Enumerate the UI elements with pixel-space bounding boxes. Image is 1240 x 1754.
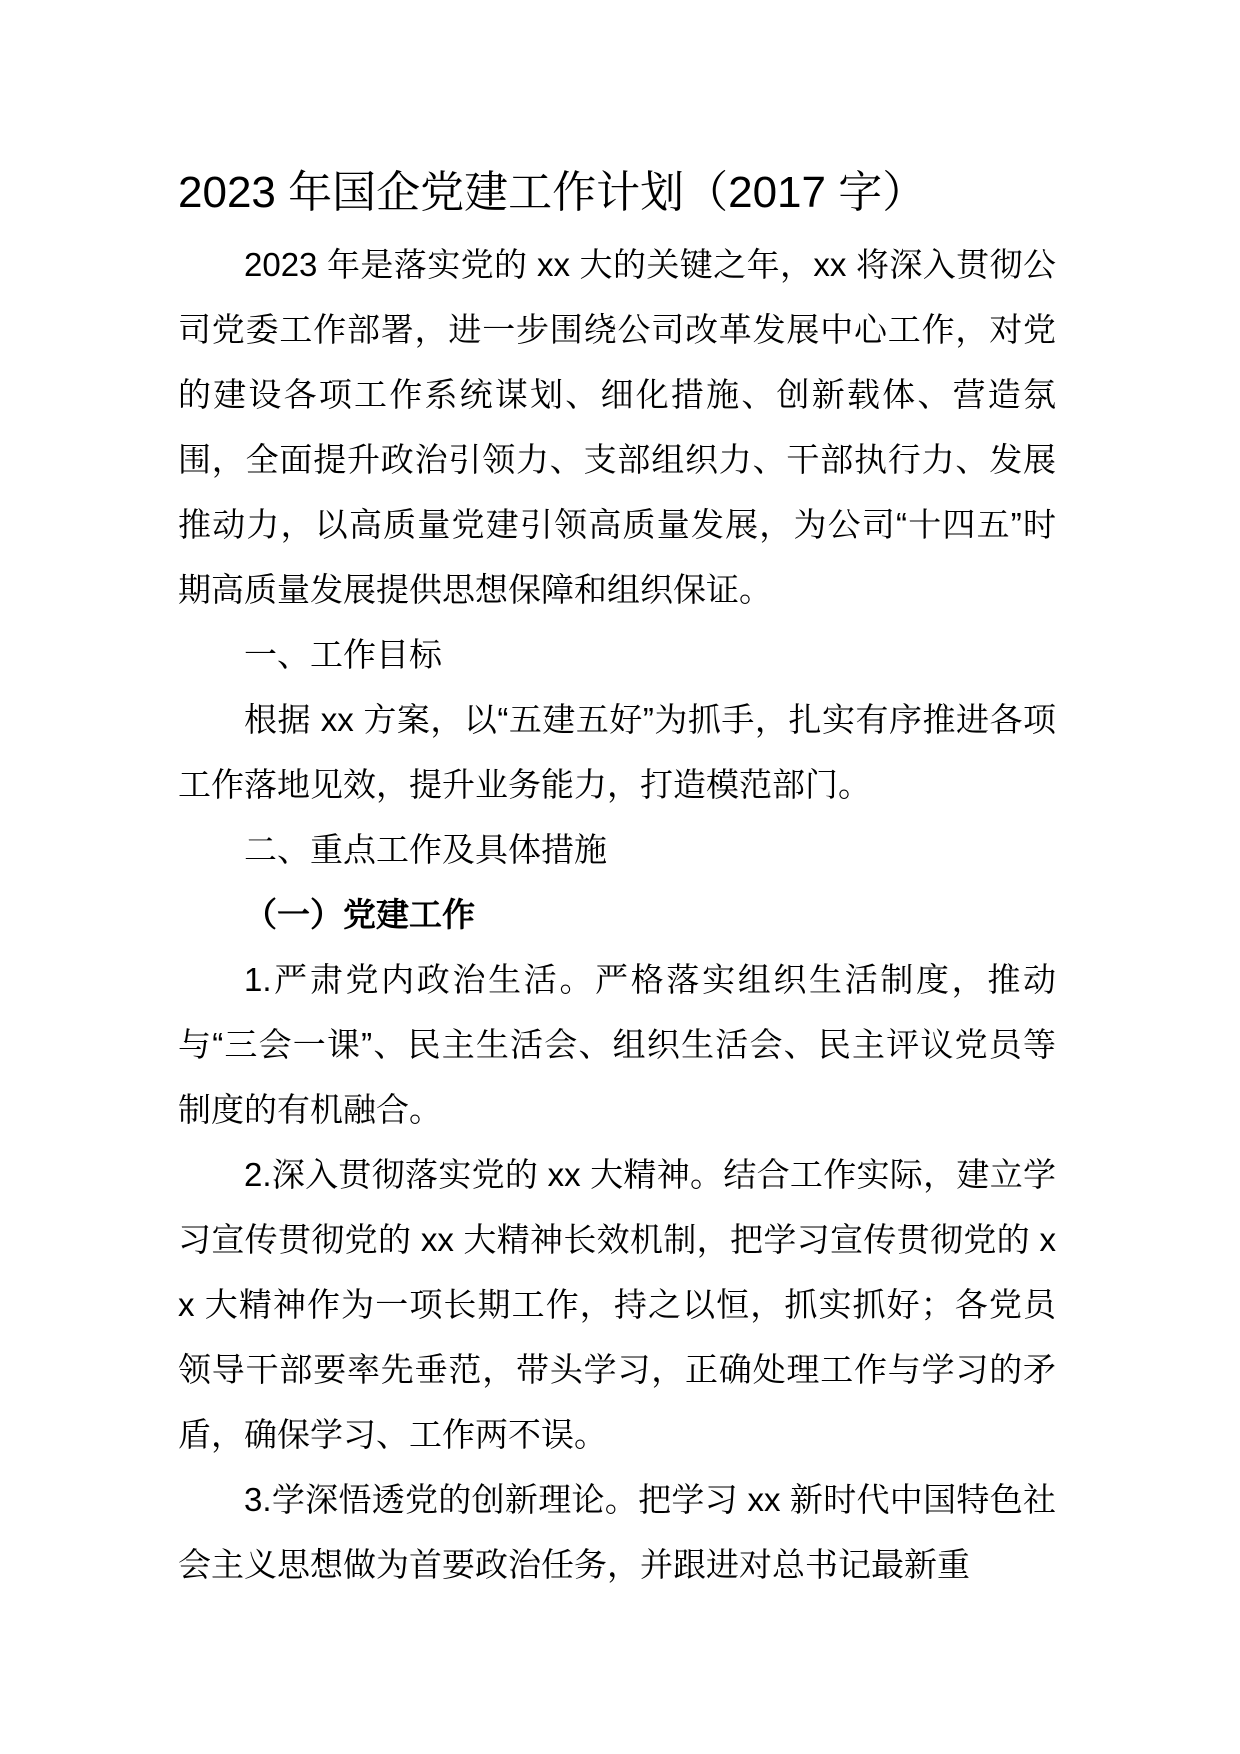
body-paragraph: 根据 xx 方案，以“五建五好”为抓手，扎实有序推进各项工作落地见效，提升业务能力，打造模范部门。 xyxy=(178,701,1056,803)
document-body xyxy=(178,232,1056,1597)
section-heading: 一、工作目标 xyxy=(244,636,442,673)
body-paragraph: 1.严肃党内政治生活。严格落实组织生活制度，推动与“三会一课”、民主生活会、组织生活会、民主评议党员等制度的有机融合。 xyxy=(178,961,1056,1128)
section-heading: 二、重点工作及具体措施 xyxy=(244,831,607,868)
subsection-heading: （一）党建工作 xyxy=(244,896,475,933)
body-paragraph: 2023 年是落实党的 xx 大的关键之年，xx 将深入贯彻公司党委工作部署，进一步围绕公司改革发展中心工作，对党的建设各项工作系统谋划、细化措施、创新载体、营造氛围，全面提升政治引领力、支部组织力、干部执行力、发展推动力，以高质量党建引领高质量发展，为公司“十四五”时期高质量发展提供思想保障和组织保证。 xyxy=(178,246,1056,608)
body-paragraph: 3.学深悟透党的创新理论。把学习 xx 新时代中国特色社会主义思想做为首要政治任务，并跟进对总书记最新重 xyxy=(178,1481,1056,1583)
document-title: 2023 年国企党建工作计划（2017 字） xyxy=(178,168,927,217)
body-paragraph: 2.深入贯彻落实党的 xx 大精神。结合工作实际，建立学习宣传贯彻党的 xx 大精神长效机制，把学习宣传贯彻党的 xx 大精神作为一项长期工作，持之以恒，抓实抓好；各党员领导干部要率先垂范，带头学习，正确处理工作与学习的矛盾，确保学习、工作两不误。 xyxy=(178,1156,1056,1453)
